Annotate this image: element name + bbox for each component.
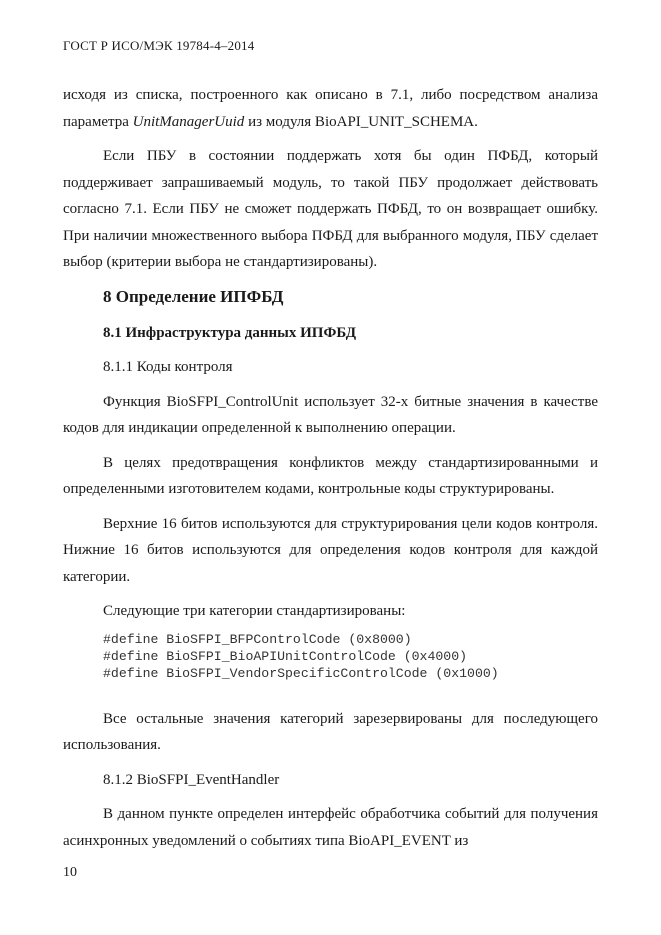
code-line: #define BioSFPI_BioAPIUnitControlCode (0x4000) xyxy=(103,648,468,664)
parameter-name: UnitManagerUuid xyxy=(132,113,245,130)
clause-heading: 8.1.2 BioSFPI_EventHandler xyxy=(103,771,280,788)
paragraph: Функция BioSFPI_ControlUnit использует 32-х битные значения в качестве кодов для индикации определенной к выполнению операции. xyxy=(63,393,598,436)
paragraph-continuation xyxy=(63,82,598,135)
section-heading: 8 Определение ИПФБД xyxy=(103,286,284,306)
code-line: #define BioSFPI_BFPControlCode (0x8000) xyxy=(103,631,412,647)
paragraph: В данном пункте определен интерфейс обработчика событий для получения асинхронных уведомлений о событиях типа BioAPI_EVENT из xyxy=(63,806,598,849)
page-body xyxy=(63,82,598,862)
paragraph: Если ПБУ в состоянии поддержать хотя бы один ПФБД, который поддерживает запрашиваемый модуль, то такой ПБУ продолжает действовать согласно 7.1. Если ПБУ не сможет поддержать ПФБД, то он возвращает ошибку. При наличии множественного выбора ПФБД для выбранного модуля, ПБУ сделает выбор (критерии выбора не стандартизированы). xyxy=(63,148,598,270)
page-number: 10 xyxy=(63,865,77,880)
paragraph-text: из модуля BioAPI_UNIT_SCHEMA. xyxy=(244,113,478,130)
paragraph-text: исходя из списка, построенного как описано в 7.1, либо посредством анализа параметра xyxy=(63,87,598,130)
document-header: ГОСТ Р ИСО/МЭК 19784-4–2014 xyxy=(63,38,255,53)
paragraph: В целях предотвращения конфликтов между стандартизированными и определенными изготовителем кодами, контрольные коды структурированы. xyxy=(63,454,598,497)
paragraph: Верхние 16 битов используются для структурирования цели кодов контроля. Нижние 16 битов используются для определения кодов контроля для каждой категории. xyxy=(63,515,598,585)
code-block xyxy=(103,631,598,682)
subsection-heading: 8.1 Инфраструктура данных ИПФБД xyxy=(103,324,357,341)
paragraph: Следующие три категории стандартизированы: xyxy=(103,603,406,619)
clause-heading: 8.1.1 Коды контроля xyxy=(103,359,233,375)
code-line: #define BioSFPI_VendorSpecificControlCode (0x1000) xyxy=(103,665,499,681)
paragraph: Все остальные значения категорий зарезервированы для последующего использования. xyxy=(63,710,598,753)
